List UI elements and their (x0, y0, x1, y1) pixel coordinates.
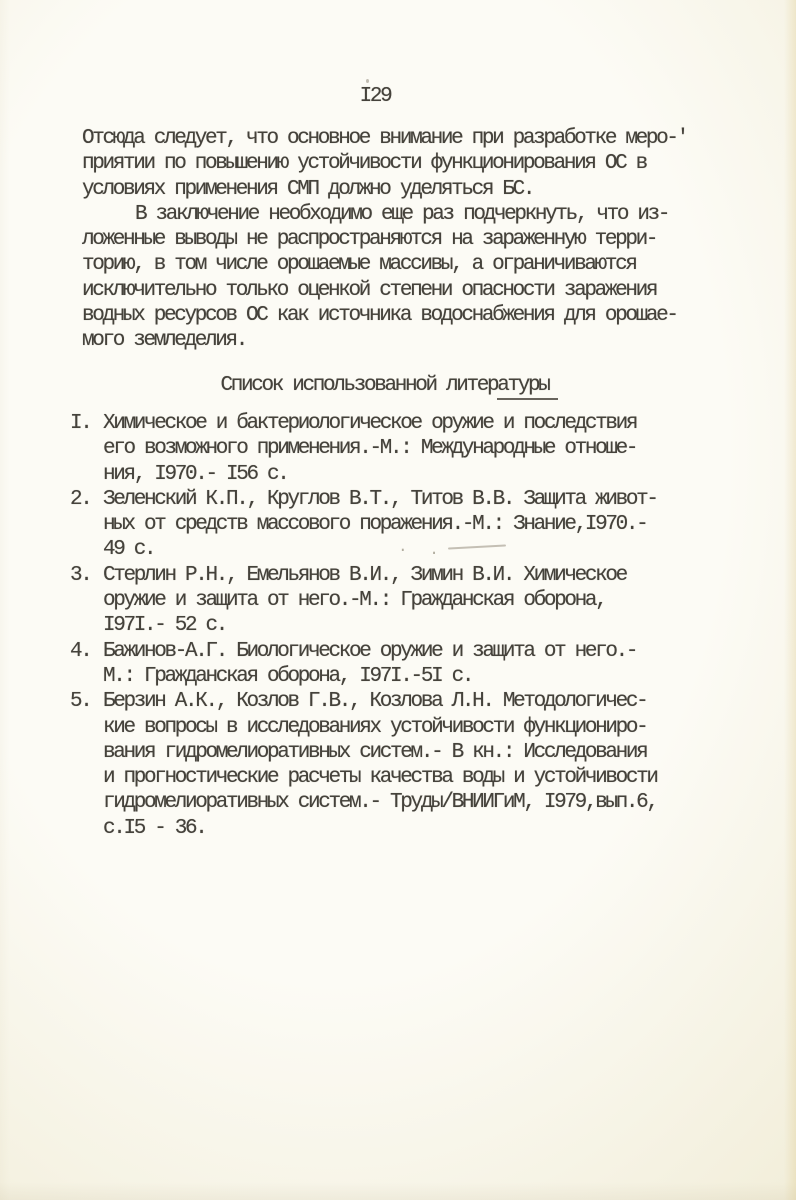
bibliography-item-number: I. (70, 412, 91, 435)
bibliography-heading (0, 373, 787, 398)
text-line: Химическое и бактериологическое оружие и последствия (103, 412, 637, 435)
text-line: 49 с. (103, 538, 155, 562)
text-line: приятии по повышению устойчивости функционирования ОС в (82, 152, 646, 176)
text-line: ложенные выводы не распространяются на зараженную терри- (82, 228, 657, 252)
text-line: Зеленский К.П., Круглов В.Т., Титов В.В. Защита живот- (103, 487, 657, 511)
text-line: исключительно только оценкой степени опасности заражения (82, 278, 657, 302)
text-line: М.: Гражданская оборона, I97I.-5I с. (103, 664, 473, 688)
text-line: торию, в том числе орошаемые массивы, а ограничиваются (82, 253, 636, 277)
text-line: ния, I970.- I56 с. (103, 462, 288, 486)
text-line: и прогностические расчеты качества воды и устойчивости (103, 766, 657, 790)
bibliography-item (70, 563, 760, 639)
text-line: Берзин А.К., Козлов Г.В., Козлова Л.Н. Методологичес- (103, 690, 647, 714)
text-line: кие вопросы в исследованиях устойчивости функциониро- (103, 715, 647, 739)
text-line: Стерлин Р.Н., Емельянов В.И., Зимин В.И. Химическое (103, 563, 626, 587)
ink-smudge-dots: · . (398, 541, 445, 559)
ink-speck (366, 79, 369, 83)
bibliography-item-number: 5. (70, 690, 91, 714)
text-line: Бажинов-А.Г. Биологическое оружие и защита от него.- (103, 639, 637, 663)
bibliography-item-number: 4. (70, 639, 91, 663)
bibliography-item (70, 487, 760, 563)
text-line: с.I5 - 36. (103, 816, 206, 840)
bibliography-item (70, 689, 760, 841)
bibliography-item-number: 2. (70, 487, 91, 511)
text-line: I97I.- 52 с. (103, 614, 227, 638)
text-line: водных ресурсов ОС как источника водоснабжения для орошае- (82, 304, 677, 328)
text-line: его возможного применения.-М.: Международные отноше- (103, 437, 637, 461)
bibliography-item-text (103, 639, 760, 690)
text-line: вания гидромелиоративных систем.- В кн.: Исследования (103, 740, 647, 764)
bibliography-item-number: 3. (70, 563, 91, 587)
bibliography-list (70, 411, 760, 841)
bibliography-item (70, 639, 760, 690)
text-line: оружие и защита от него.-М.: Гражданская оборона, (103, 589, 606, 613)
bibliography-item-text (103, 689, 760, 841)
body-paragraph (82, 126, 742, 354)
text-line: мого земледелия. (82, 329, 247, 353)
bibliography-item-text (103, 563, 760, 639)
text-line: ных от средств массового поражения.-М.: Знание,I970.- (103, 513, 647, 537)
page-number: I29 (359, 85, 391, 108)
text-line: условиях применения СМП должно уделяться БС. (82, 177, 534, 201)
text-line: В заключение необходимо еще раз подчеркнуть, что из- (135, 202, 669, 226)
text-line: Отсюда следует, что основное внимание при разработке меро-' (82, 127, 687, 150)
bibliography-heading-underlined-text: атуры (497, 374, 557, 400)
bibliography-heading-text: Список использованной литер (220, 374, 498, 397)
bibliography-item-text (103, 487, 760, 563)
bibliography-item-text (103, 411, 760, 487)
bibliography-item (70, 411, 760, 487)
text-line: гидромелиоративных систем.- Труды/ВНИИГиМ, I979,вып.6, (103, 791, 657, 815)
